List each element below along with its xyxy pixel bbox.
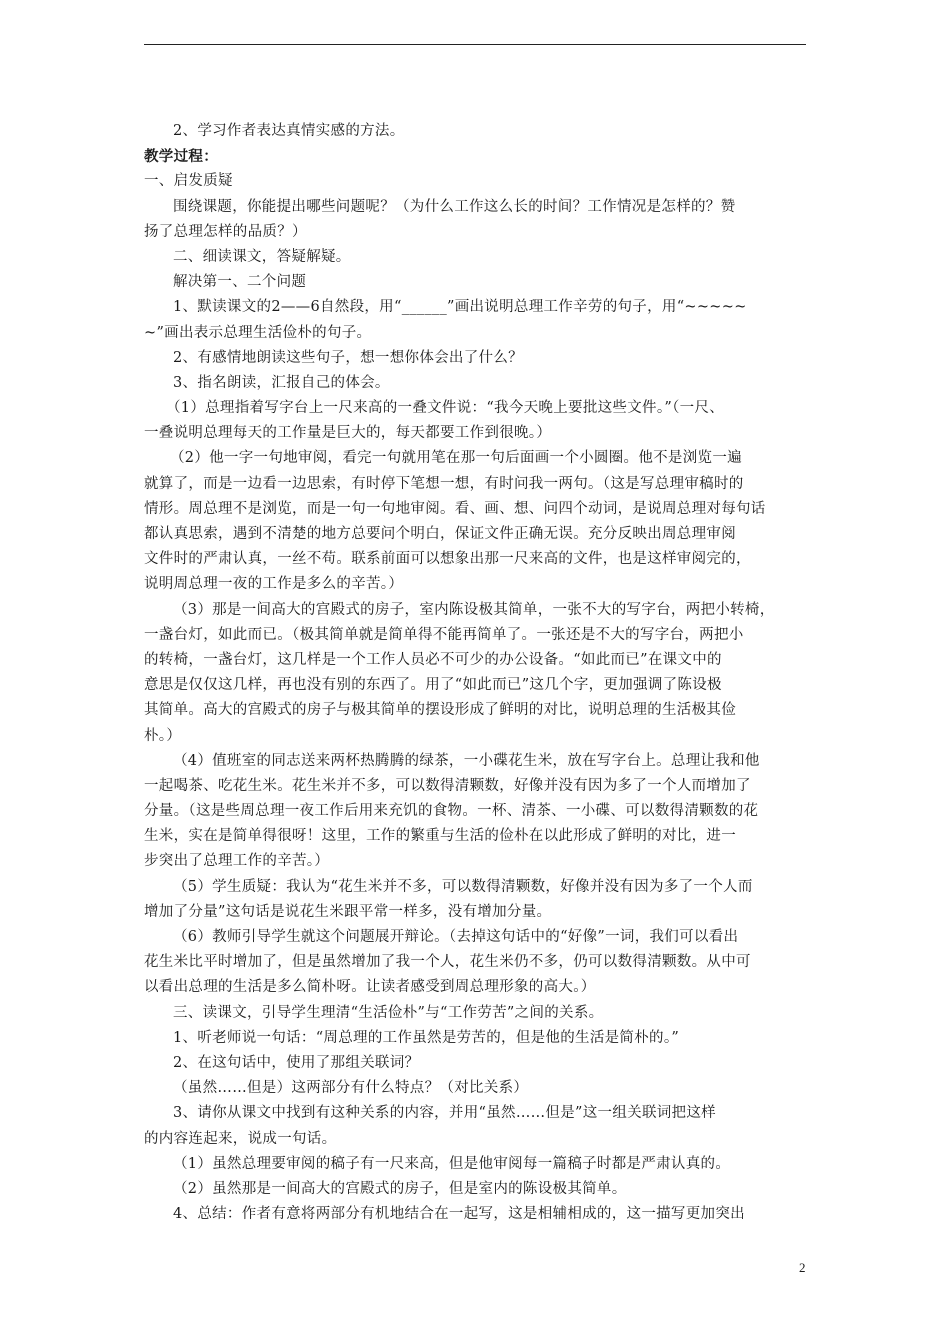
section-heading: 教学过程： xyxy=(144,148,218,166)
text-line: 意思是仅仅这几样，再也没有别的东西了。用了“如此而已”这几个字，更加强调了陈设极 xyxy=(144,677,722,694)
document-body xyxy=(144,119,810,1227)
text-line: 的转椅，一盏台灯，这几样是一个工作人员必不可少的办公设备。“如此而已”在课文中的 xyxy=(144,651,722,668)
text-line: 3、指名朗读，汇报自己的体会。 xyxy=(173,374,390,391)
text-line: 3、请你从课文中找到有这种关系的内容，并用“虽然……但是”这一组关联词把这样 xyxy=(173,1105,716,1122)
text-line: 2、在这句话中，使用了那组关联词？ xyxy=(173,1054,420,1071)
text-line: 扬了总理怎样的品质？） xyxy=(144,223,307,240)
text-line: 分量。（这是些周总理一夜工作后用来充饥的食物。一杯、清茶、一小碟、可以数得清颗数的花 xyxy=(144,803,759,820)
text-line: ~”画出表示总理生活俭朴的句子。 xyxy=(144,324,372,341)
text-line: 一盏台灯，如此而已。（极其简单就是简单得不能再简单了。一张还是不大的写字台，两把小 xyxy=(144,626,744,643)
text-line: 都认真思索，遇到不清楚的地方总要问个明白，保证文件正确无误。充分反映出周总理审阅 xyxy=(144,526,736,542)
text-line: 文件时的严肃认真，一丝不苟。联系前面可以想象出那一尺来高的文件，也是这样审阅完的， xyxy=(144,551,751,568)
text-line: （虽然……但是）这两部分有什么特点？（对比关系） xyxy=(173,1080,529,1097)
text-line: 围绕课题，你能提出哪些问题呢？（为什么工作这么长的时间？工作情况是怎样的？赞 xyxy=(173,198,736,215)
text-line: 的内容连起来，说成一句话。 xyxy=(144,1130,337,1147)
text-line: 1、听老师说一句话：“周总理的工作虽然是劳苦的，但是他的生活是简朴的。” xyxy=(173,1029,680,1046)
section-heading: 三、读课文，引导学生理清“生活俭朴”与“工作劳苦”之间的关系。 xyxy=(173,1004,604,1021)
text-line: （2）他一字一句地审阅，看完一句就用笔在那一句后面画一个小圆圈。他不是浏览一遍 xyxy=(170,450,742,467)
header-rule xyxy=(144,44,806,45)
text-line: 一起喝茶、吃花生米。花生米并不多，可以数得清颗数，好像并没有因为多了一个人而增加了 xyxy=(144,777,751,794)
text-line: 一叠说明总理每天的工作量是巨大的，每天都要工作到很晚。） xyxy=(144,425,552,442)
text-line: 步突出了总理工作的辛苦。） xyxy=(144,853,330,870)
text-line: 说明周总理一夜的工作是多么的辛苦。） xyxy=(144,576,404,593)
text-line: 就算了，而是一边看一边思索，有时停下笔想一想，有时问我一两句。（这是写总理审稿时的 xyxy=(144,475,744,492)
text-line: （6）教师引导学生就这个问题展开辩论。（去掉这句话中的“好像”一词，我们可以看出 xyxy=(173,929,739,945)
text-line: 2、学习作者表达真情实感的方法。 xyxy=(173,123,405,139)
text-line: 2、有感情地朗读这些句子，想一想你体会出了什么？ xyxy=(173,349,523,366)
text-line: 其简单。高大的宫殿式的房子与极其简单的摆设形成了鲜明的对比，说明总理的生活极其俭 xyxy=(144,702,736,719)
text-line: 解决第一、二个问题 xyxy=(173,274,307,291)
text-line: （4）值班室的同志送来两杯热腾腾的绿茶，一小碟花生米，放在写字台上。总理让我和他 xyxy=(173,752,760,769)
text-line: （1）虽然总理要审阅的稿子有一尺来高，但是他审阅每一篇稿子时都是严肃认真的。 xyxy=(173,1155,731,1172)
text-line: 朴。） xyxy=(144,727,182,744)
text-line: 以看出总理的生活是多么简朴呀。让读者感受到周总理形象的高大。） xyxy=(144,979,596,996)
text-line: 花生米比平时增加了，但是虽然增加了我一个人，花生米仍不多，仍可以数得清颗数。从中可 xyxy=(144,954,751,971)
text-line: 1、默读课文的2——6自然段，用“______”画出说明总理工作辛劳的句子，用“~~~~~ xyxy=(173,299,747,316)
text-line: （5）学生质疑：我认为“花生米并不多，可以数得清颗数，好像并没有因为多了一个人而 xyxy=(173,878,753,895)
text-line: （2）虽然那是一间高大的宫殿式的房子，但是室内的陈设极其简单。 xyxy=(173,1180,627,1197)
section-heading: 二、细读课文，答疑解疑。 xyxy=(173,248,351,265)
section-heading: 一、启发质疑 xyxy=(144,173,233,190)
text-line: （1）总理指着写字台上一尺来高的一叠文件说：“我今天晚上要批这些文件。”（一尺、 xyxy=(166,400,725,417)
text-line: 情形。周总理不是浏览，而是一句一句地审阅。看、画、想、问四个动词，是说周总理对每句话 xyxy=(144,500,766,517)
text-line: 增加了分量”这句话是说花生米跟平常一样多，没有增加分量。 xyxy=(144,903,552,920)
text-line: （3）那是一间高大的宫殿式的房子，室内陈设极其简单，一张不大的写字台，两把小转椅， xyxy=(173,601,775,618)
text-line: 生米，实在是简单得很呀！这里，工作的繁重与生活的俭朴在以此形成了鲜明的对比，进一 xyxy=(144,828,736,845)
text-line: 4、总结：作者有意将两部分有机地结合在一起写，这是相辅相成的，这一描写更加突出 xyxy=(173,1206,745,1223)
page-number: 2 xyxy=(799,1260,806,1275)
